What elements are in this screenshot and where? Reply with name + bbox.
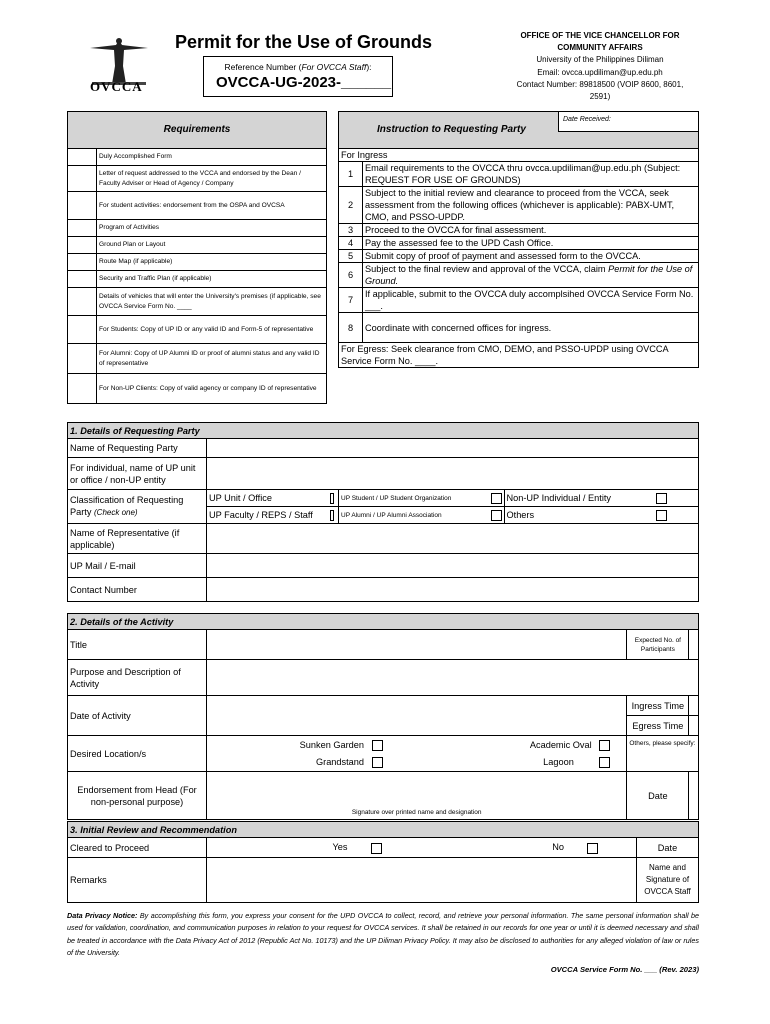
individual-label: For individual, name of UP unit or office / non-UP entity <box>68 458 207 490</box>
classification-label: Classification of Requesting Party (Check one) <box>68 490 207 524</box>
location-checkbox[interactable] <box>599 757 610 768</box>
req-item: Duly Accomplished Form <box>97 149 327 166</box>
section-requesting-party <box>67 422 699 602</box>
req-checkbox[interactable] <box>68 374 97 404</box>
option-label: UP Unit / Office <box>209 493 272 503</box>
reference-number-box <box>203 56 393 97</box>
review-date-label: Date <box>637 838 699 858</box>
req-checkbox[interactable] <box>68 166 97 192</box>
no-option[interactable]: No <box>422 841 637 853</box>
endorsement-date-label: Date <box>627 772 689 820</box>
contact-label: Contact Number <box>68 578 207 602</box>
egress-time-label: Egress Time <box>627 716 689 736</box>
req-item: Program of Activities <box>97 220 327 237</box>
req-item: Route Map (if applicable) <box>97 254 327 271</box>
req-item: Letter of request addressed to the VCCA and endorsed by the Dean / Faculty Adviser or Head of Agency / Company <box>97 166 327 192</box>
instruction-step: If applicable, submit to the OVCCA duly accomplsihed OVCCA Service Form No. ___. <box>363 288 699 313</box>
req-item: For Students: Copy of UP ID or any valid ID and Form-5 of representative <box>97 316 327 344</box>
endorsement-date-field[interactable] <box>689 772 699 820</box>
participants-field[interactable] <box>689 630 699 660</box>
egress-time-field[interactable] <box>689 716 699 736</box>
section2-title: 2. Details of the Activity <box>68 614 699 630</box>
req-item: For student activities: endorsement from the OSPA and OVCSA <box>97 192 327 220</box>
mail-field[interactable] <box>207 554 699 578</box>
req-checkbox[interactable] <box>68 316 97 344</box>
req-checkbox[interactable] <box>68 271 97 288</box>
option-checkbox[interactable] <box>656 493 667 504</box>
req-checkbox[interactable] <box>68 288 97 316</box>
purpose-field[interactable] <box>207 660 699 696</box>
no-checkbox[interactable] <box>587 843 598 854</box>
contact-field[interactable] <box>207 578 699 602</box>
date-received-field[interactable]: Date Received: <box>558 112 698 132</box>
location-options <box>207 736 627 772</box>
requirements-table <box>67 111 327 404</box>
location-checkbox[interactable] <box>372 757 383 768</box>
option-label: UP Alumni / UP Alumni Association <box>339 507 489 524</box>
instructions-table: Instruction to Requesting Party Date Received: For Ingress 1 Email requirements to the OVCCA thru ovcca.updiliman@up.edu.ph (Subject: REQUEST FOR USE OF GROUNDS) 2 Subject to the initial review and clearance to proceed from the VCCA, seek assessment from the following offices (whichever is applicable): PABX-UMT, CMO, and PSSO-UPDP. 3 Proceed to the OVCCA for final assessment. 4 Pay the assessed fee to the UPD Cash Office. 5 Submit copy of proof of payment and assessed form to the OVCCA. 6 Subject to the final review and approval of the VCCA, claim Permit for the Use of Ground. 7 If applicable, submit to the OVCCA duly accomplsihed OVCCA Service Form No. ___. 8 Coordinate with concerned offices for ingress. For Egress: Seek clearance from CMO, DEMO, and PSSO-UPDP using OVCCA Service Form No. ____. <box>338 111 699 368</box>
req-checkbox[interactable] <box>68 344 97 374</box>
req-item: Ground Plan or Layout <box>97 237 327 254</box>
individual-field[interactable] <box>207 458 699 490</box>
egress-instruction: For Egress: Seek clearance from CMO, DEMO, and PSSO-UPDP using OVCCA Service Form No. ____. <box>339 343 699 368</box>
instruction-step: Proceed to the OVCCA for final assessment. <box>363 224 699 237</box>
privacy-notice: Data Privacy Notice: By accomplishing this form, you express your consent for the UPD OVCCA to collect, record, and retrieve your personal information. The same personal information shall be used for validation, coordination, and communication purposes in relation to your request for OVCCA services. It shall be retained in our records for one year or until it is deemed necessary and shall be treated in accordance with the Data Privacy Act of 2012 (Republic Act No. 10173) and the UP Diliman Privacy Policy. It may also be disclosed to authorities for any alleged violation of law or rules of the University. <box>67 911 699 957</box>
ovcca-logo <box>84 36 154 100</box>
option-label: UP Faculty / REPS / Staff <box>207 507 327 524</box>
location-option[interactable]: Grandstand <box>207 754 417 771</box>
form-title: Permit for the Use of Grounds <box>175 32 433 52</box>
ingress-label: For Ingress <box>339 149 699 162</box>
instructions-header: Instruction to Requesting Party Date Received: <box>339 112 699 149</box>
option-checkbox[interactable] <box>491 510 502 521</box>
ingress-time-label: Ingress Time <box>627 696 689 716</box>
rep-field[interactable] <box>207 524 699 554</box>
req-item: For Non-UP Clients: Copy of valid agency or company ID of representative <box>97 374 327 404</box>
option-label: UP Student / UP Student Organization <box>339 490 489 507</box>
requirements-header: Requirements <box>68 112 327 149</box>
req-item: Security and Traffic Plan (if applicable) <box>97 271 327 288</box>
name-label: Name of Requesting Party <box>68 439 207 458</box>
location-checkbox[interactable] <box>372 740 383 751</box>
yes-option[interactable]: Yes <box>207 841 422 853</box>
location-label: Desired Location/s <box>68 736 207 772</box>
instruction-step: Pay the assessed fee to the UPD Cash Office. <box>363 237 699 250</box>
date-label: Date of Activity <box>68 696 207 736</box>
rep-label: Name of Representative (if applicable) <box>68 524 207 554</box>
instruction-step: Subject to the final review and approval of the VCCA, claim Permit for the Use of Ground. <box>363 263 699 288</box>
others-specify-field[interactable]: Others, please specify: <box>627 736 699 772</box>
signature-field[interactable]: Signature over printed name and designation <box>207 772 627 820</box>
form-footer: OVCCA Service Form No. ___ (Rev. 2023) <box>550 965 699 974</box>
req-checkbox[interactable] <box>68 220 97 237</box>
instruction-step: Subject to the initial review and clearance to proceed from the VCCA, seek assessment from the following offices (whichever is applicable): PABX-UMT, CMO, and PSSO-UPDP. <box>363 187 699 224</box>
instruction-step: Coordinate with concerned offices for ingress. <box>363 313 699 343</box>
location-option[interactable]: Sunken Garden <box>207 737 417 754</box>
ingress-time-field[interactable] <box>689 696 699 716</box>
reference-number-field[interactable]: OVCCA-UG-2023-______ <box>216 74 392 91</box>
instruction-step: Email requirements to the OVCCA thru ovcca.updiliman@up.edu.ph (Subject: REQUEST FOR USE OF GROUNDS) <box>363 162 699 187</box>
title-label: Title <box>68 630 207 660</box>
office-info: OFFICE OF THE VICE CHANCELLOR FOR COMMUNITY AFFAIRS University of the Philippines Diliman Email: ovcca.updiliman@up.edu.ph Contact Number: 89818500 (VOIP 8600, 8601, 2591) <box>516 31 684 102</box>
req-checkbox[interactable] <box>68 237 97 254</box>
option-checkbox[interactable] <box>330 510 334 521</box>
option-label: Others <box>504 507 624 524</box>
name-field[interactable] <box>207 439 699 458</box>
participants-label: Expected No. of Participants <box>627 630 689 660</box>
yes-checkbox[interactable] <box>371 843 382 854</box>
cleared-label: Cleared to Proceed <box>68 838 207 858</box>
section3-title: 3. Initial Review and Recommendation <box>68 822 699 838</box>
purpose-label: Purpose and Description of Activity <box>68 660 207 696</box>
req-item: For Alumni: Copy of UP Alumni ID or proof of alumni status and any valid ID of representative <box>97 344 327 374</box>
option-checkbox[interactable] <box>491 493 502 504</box>
location-checkbox[interactable] <box>599 740 610 751</box>
req-item: Details of vehicles that will enter the University's premises (if applicable, see OVCCA Service Form No. ____ <box>97 288 327 316</box>
section-review <box>67 821 699 903</box>
instruction-step: Submit copy of proof of payment and assessed form to the OVCCA. <box>363 250 699 263</box>
date-field[interactable] <box>207 696 627 736</box>
option-checkbox[interactable] <box>656 510 667 521</box>
cleared-options <box>207 838 637 858</box>
req-checkbox[interactable] <box>68 254 97 271</box>
remarks-label: Remarks <box>68 858 207 903</box>
section-activity <box>67 613 699 820</box>
req-checkbox[interactable] <box>68 192 97 220</box>
option-label: Non-UP Individual / Entity <box>504 490 624 507</box>
endorsement-label: Endorsement from Head (For non-personal purpose) <box>68 772 207 820</box>
section1-title: 1. Details of Requesting Party <box>68 423 699 439</box>
logo-text: OVCCA <box>90 79 143 94</box>
reference-number-label: Reference Number (For OVCCA Staff): <box>224 62 372 72</box>
staff-label: Name and Signature of OVCCA Staff <box>637 858 699 903</box>
remarks-field[interactable] <box>207 858 637 903</box>
req-checkbox[interactable] <box>68 149 97 166</box>
location-option[interactable]: Lagoon <box>417 754 627 771</box>
title-field[interactable] <box>207 630 627 660</box>
location-option[interactable]: Academic Oval <box>417 737 627 754</box>
option-checkbox[interactable] <box>330 493 334 504</box>
mail-label: UP Mail / E-mail <box>68 554 207 578</box>
